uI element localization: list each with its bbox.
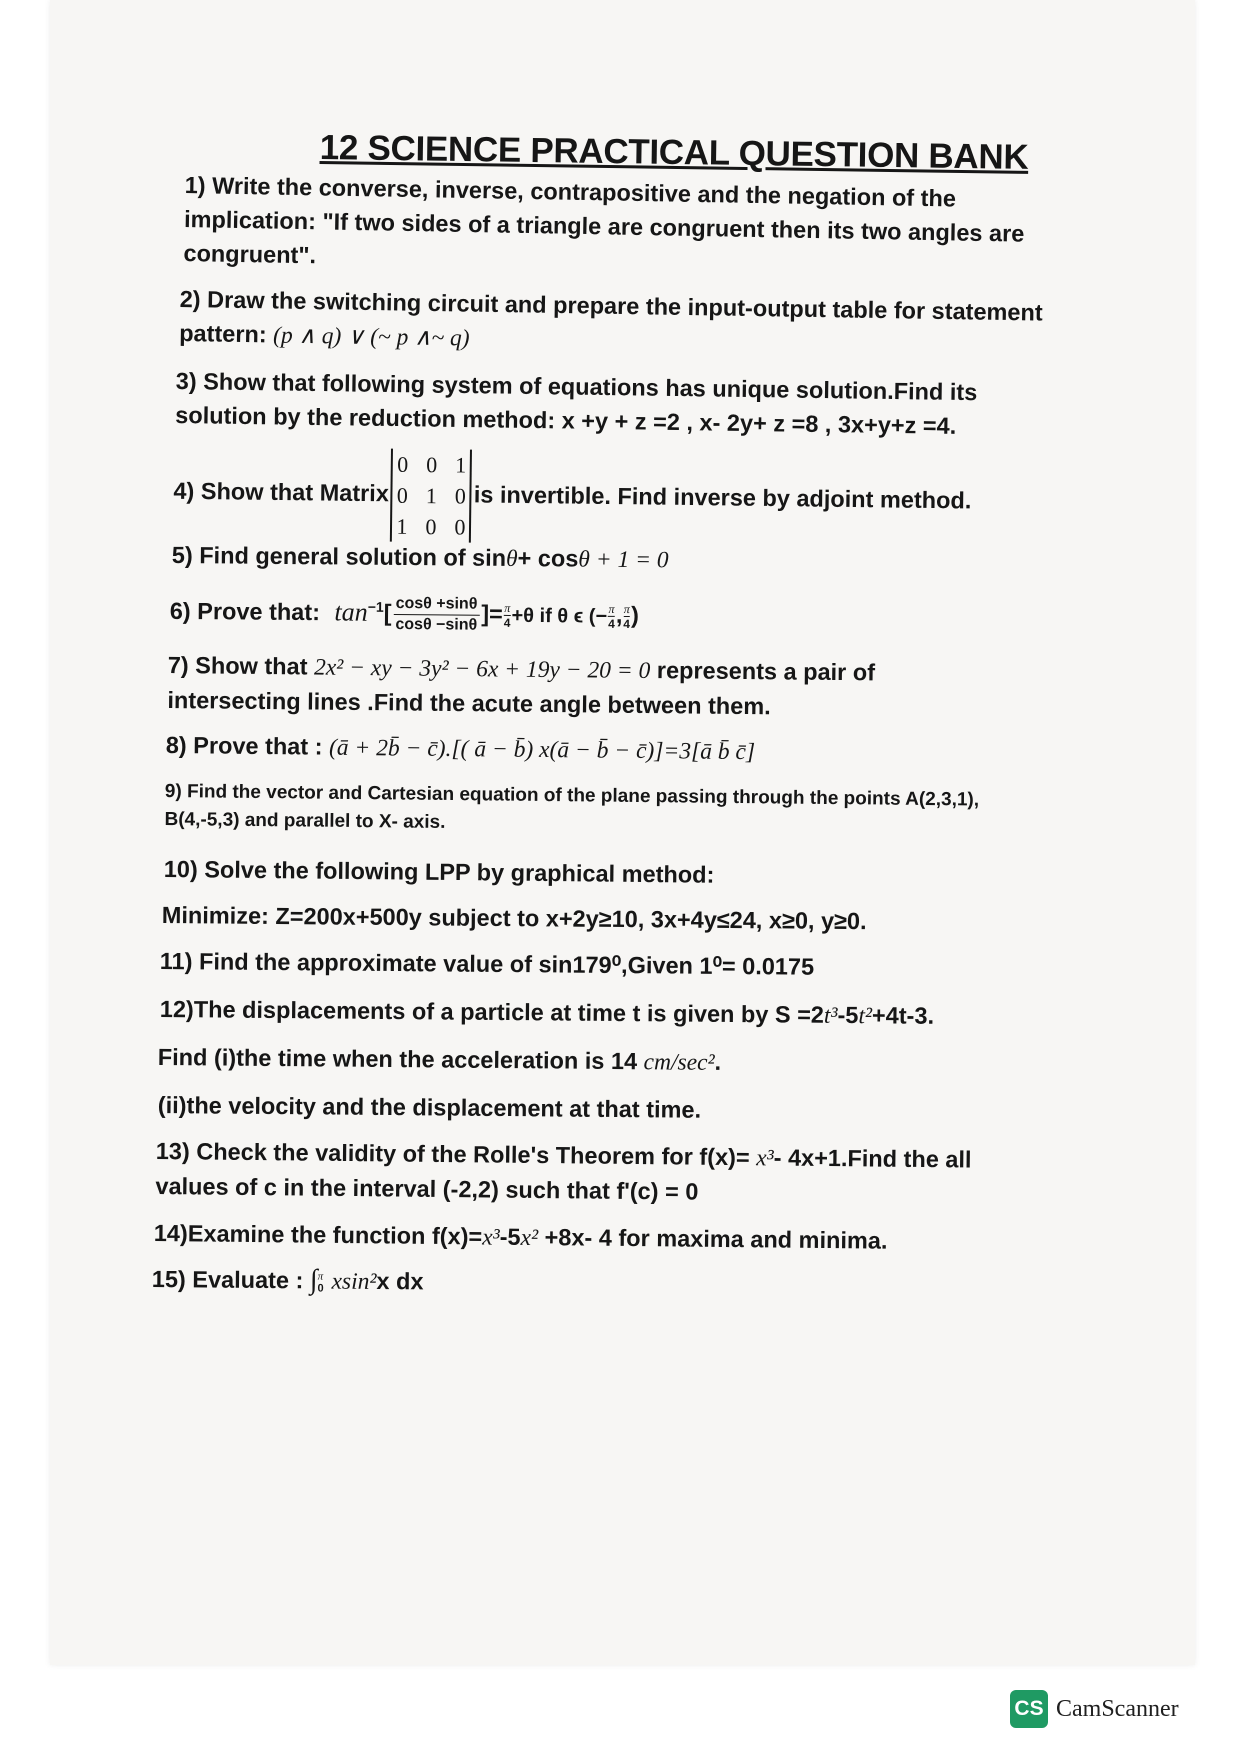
- q6-fraction: [393, 594, 479, 636]
- q13-prefix: 13) Check the validity of the Rolle's Theorem for f(x)=: [155, 1137, 757, 1171]
- question-14: [154, 1216, 888, 1259]
- q14-mid: -5: [499, 1223, 521, 1250]
- q5-theta: θ: [505, 545, 518, 573]
- q9-line-2: B(4,-5,3) and parallel to X- axis.: [164, 808, 446, 833]
- q8-expression: (ā + 2b̄ − c̄).[( ā − b̄) x(ā − b̄ − c̄)]=3[ā b̄ c̄]: [328, 734, 756, 766]
- q9-line-1: 9) Find the vector and Cartesian equation of the plane passing through the points A(2,3,1),: [164, 780, 980, 811]
- q4-suffix: is invertible. Find inverse by adjoint method.: [473, 481, 972, 514]
- q14-prefix: 14)Examine the function f(x)=: [153, 1219, 483, 1250]
- q7-equation: 2x² − xy − 3y² − 6x + 19y − 20 = 0: [313, 654, 651, 685]
- q12-t-cubed: t³: [823, 1002, 838, 1029]
- q6-pi-fraction: [623, 602, 630, 631]
- q6-comma: ,: [615, 601, 623, 628]
- matrix-cell: 0: [454, 514, 466, 540]
- q6-bracket: [: [383, 599, 392, 626]
- matrix-row-2: [397, 480, 466, 512]
- question-8: [166, 728, 756, 769]
- q3-line-1: 3) Show that following system of equations has unique solution.Find its: [175, 367, 978, 406]
- q2-line-1: 2) Draw the switching circuit and prepare the input-output table for statement: [179, 285, 1043, 326]
- q6-close: ): [630, 601, 640, 628]
- q12a-prefix: Find (i)the time when the acceleration is 14: [157, 1043, 644, 1075]
- question-10-objective: Minimize: Z=200x+500y subject to x+2y≥10, 3x+4y≤24, x≥0, y≥0.: [161, 901, 867, 935]
- q5-theta: θ: [578, 546, 591, 573]
- question-9: [164, 778, 979, 843]
- q15-rest: x dx: [376, 1267, 424, 1295]
- matrix-cell: 1: [425, 483, 438, 509]
- matrix-row-1: [397, 449, 466, 481]
- q6-pi: π: [608, 601, 615, 617]
- page-title: 12 SCIENCE PRACTICAL QUESTION BANK: [319, 128, 1029, 177]
- question-6: [170, 588, 640, 637]
- q6-inverse: −1: [367, 598, 384, 615]
- q6-four: 4: [608, 616, 615, 632]
- camscanner-brand: CamScanner: [1056, 1695, 1179, 1722]
- question-12-part-ii: (ii)the velocity and the displacement at that time.: [157, 1091, 702, 1123]
- q6-bracket: ]=: [481, 600, 503, 627]
- q15-integrand: xsin²: [325, 1268, 377, 1295]
- q1-line-1: 1) Write the converse, inverse, contrapositive and the negation of the: [184, 171, 957, 212]
- q6-denominator: cosθ −sinθ: [395, 616, 478, 634]
- q12-end: +4t-3.: [871, 1002, 935, 1029]
- q6-pi-fraction: [608, 602, 615, 631]
- q14-x-squared: x²: [520, 1224, 539, 1252]
- q5-rest: + 1 = 0: [589, 546, 669, 574]
- matrix-cell: 1: [455, 452, 467, 478]
- q6-pi: π: [504, 601, 511, 616]
- question-12-part-i: [158, 1040, 722, 1080]
- question-11: 11) Find the approximate value of sin179⁰,Given 1⁰= 0.0175: [159, 947, 815, 980]
- question-13: [155, 1134, 971, 1212]
- q6-four: 4: [503, 616, 511, 631]
- q1-line-3: congruent".: [183, 239, 317, 269]
- q6-condition: +θ if θ ϵ (−: [511, 604, 608, 628]
- camscanner-watermark: [1010, 1690, 1179, 1728]
- matrix-cell: 1: [396, 513, 408, 539]
- q12-prefix: 12)The displacements of a particle at time t is given by S =2: [159, 995, 825, 1028]
- integral-upper-limit: π: [317, 1270, 324, 1283]
- q2-prefix: pattern:: [178, 319, 274, 348]
- matrix-cell: 0: [425, 514, 437, 540]
- matrix-cell: 0: [396, 482, 409, 508]
- question-12: [160, 992, 934, 1034]
- q6-pi-fraction: [504, 601, 511, 630]
- integral-limits: [317, 1270, 323, 1294]
- question-2: [179, 282, 1043, 365]
- q6-tan: tan: [334, 597, 368, 627]
- question-7: [167, 648, 875, 724]
- q7-line-2: intersecting lines .Find the acute angle between them.: [167, 686, 771, 720]
- question-3: [175, 364, 978, 443]
- q12a-unit: cm/sec²: [643, 1049, 715, 1076]
- q6-numerator: cosθ +sinθ: [394, 594, 480, 616]
- q6-pi: π: [623, 602, 630, 617]
- q12a-end: .: [714, 1048, 722, 1075]
- matrix: [390, 449, 472, 543]
- q2-expression: (p ∧ q) ∨ (~ p ∧~ q): [272, 322, 470, 352]
- q3-line-2: solution by the reduction method: x +y + z =2 , x- 2y+ z =8 , 3x+y+z =4.: [175, 401, 957, 439]
- integral-sign: ∫: [309, 1264, 318, 1296]
- question-5: [172, 538, 669, 577]
- q6-four: 4: [623, 617, 631, 632]
- camscanner-logo: CS: [1010, 1690, 1048, 1728]
- q4-prefix: 4) Show that Matrix: [173, 477, 390, 507]
- q12-mid: -5: [837, 1001, 859, 1029]
- q6-prefix: 6) Prove that:: [169, 597, 321, 626]
- question-4: [173, 446, 972, 549]
- document-page: [50, 0, 1195, 1665]
- question-10: 10) Solve the following LPP by graphical method:: [163, 855, 715, 888]
- matrix-row-3: [396, 511, 465, 543]
- q14-rest: +8x- 4 for maxima and minima.: [537, 1224, 888, 1254]
- q7-prefix: 7) Show that: [167, 651, 315, 680]
- q7-suffix: represents a pair of: [650, 657, 876, 686]
- matrix-cell: 0: [426, 452, 438, 478]
- question-1: [183, 168, 1025, 285]
- q13-line-2: values of c in the interval (-2,2) such that f'(c) = 0: [155, 1172, 699, 1205]
- q12-t-squared: t²: [858, 1003, 873, 1030]
- question-15: [152, 1262, 424, 1299]
- integral-lower-limit: 0: [317, 1282, 324, 1295]
- q13-rest: - 4x+1.Find the all: [773, 1144, 972, 1173]
- q14-x-cubed: x³: [482, 1224, 500, 1251]
- matrix-cell: 0: [397, 451, 409, 477]
- matrix-cell: 0: [454, 483, 467, 509]
- q1-line-2: implication: "If two sides of a triangle are congruent then its two angles are: [183, 205, 1025, 247]
- q15-prefix: 15) Evaluate :: [151, 1265, 311, 1294]
- q5-prefix: 5) Find general solution of sin: [171, 541, 507, 571]
- q8-prefix: 8) Prove that :: [165, 731, 330, 760]
- q13-x-cubed: x³: [756, 1145, 774, 1172]
- q5-mid: + cos: [517, 545, 579, 572]
